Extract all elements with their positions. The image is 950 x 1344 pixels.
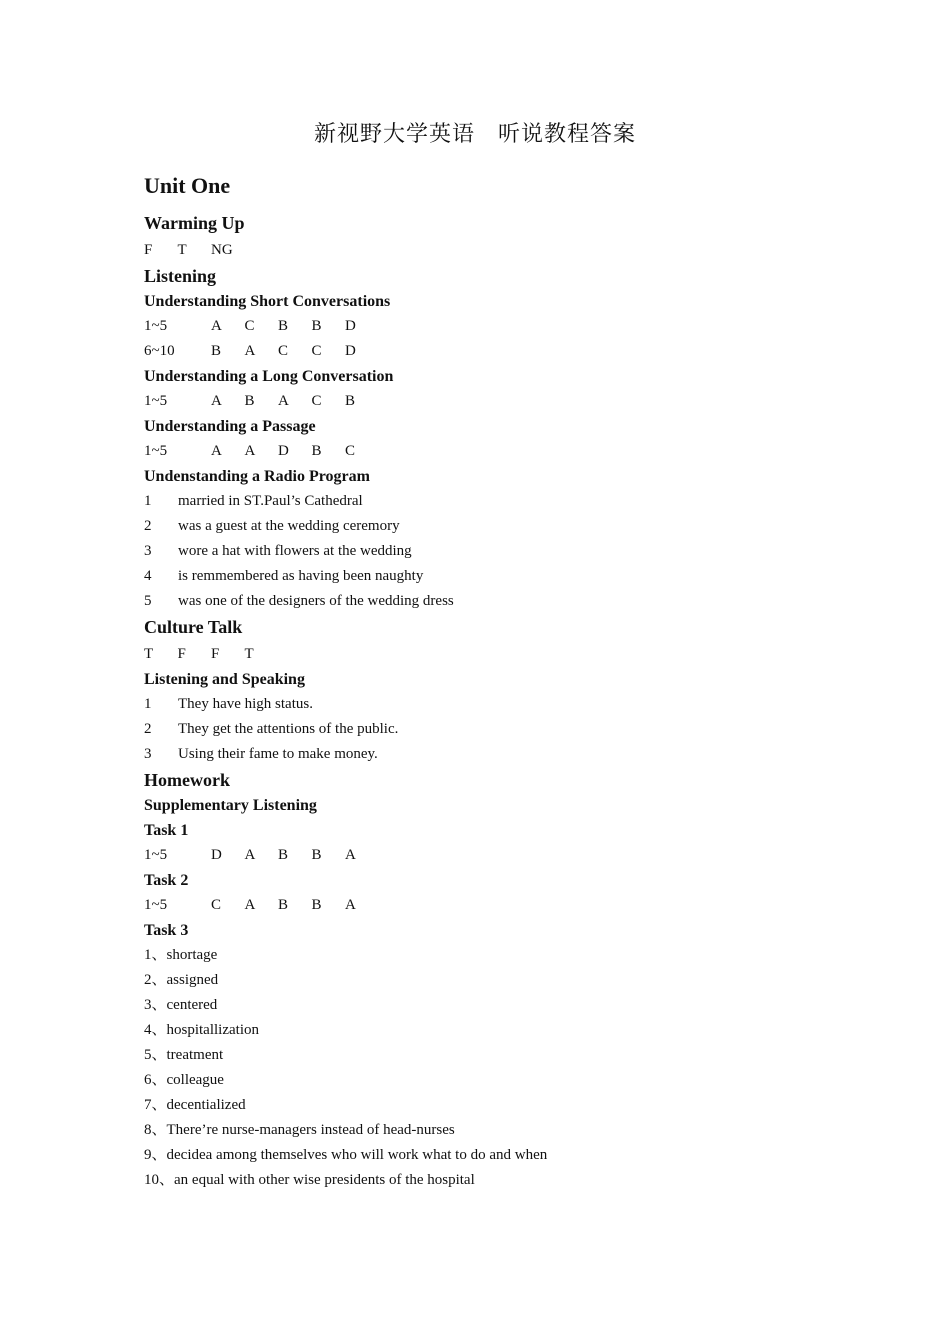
item-text: was a guest at the wedding ceremory bbox=[178, 518, 400, 534]
answer: B bbox=[244, 393, 255, 409]
answer: F bbox=[144, 242, 153, 258]
answer: B bbox=[311, 443, 322, 459]
answer: B bbox=[345, 393, 356, 409]
document-title: 新视野大学英语 听说教程答案 bbox=[313, 122, 636, 147]
list-item bbox=[144, 589, 844, 614]
item-number: 3 bbox=[144, 543, 152, 559]
answer: C bbox=[278, 343, 289, 359]
answer: A bbox=[345, 847, 356, 863]
item-text: wore a hat with flowers at the wedding bbox=[178, 543, 412, 559]
answer: T bbox=[244, 646, 254, 662]
item-number: 1 bbox=[144, 493, 152, 509]
unit-heading: Unit One bbox=[144, 173, 231, 198]
culture-talk-answers bbox=[144, 642, 844, 667]
item-text: was one of the designers of the wedding dress bbox=[178, 593, 454, 609]
answer: A bbox=[244, 343, 256, 359]
answer-range-label: 1~5 bbox=[144, 443, 168, 459]
answer: A bbox=[211, 318, 222, 334]
answer: B bbox=[311, 897, 322, 913]
item-text: They get the attentions of the public. bbox=[178, 721, 399, 737]
answer: B bbox=[278, 897, 289, 913]
item-number: 1 bbox=[144, 696, 152, 712]
warming-up-answers bbox=[144, 238, 844, 263]
answer: A bbox=[345, 897, 356, 913]
item-text: Using their fame to make money. bbox=[178, 746, 378, 762]
listening-speaking-heading: Listening and Speaking bbox=[144, 671, 305, 688]
answer-row bbox=[144, 339, 844, 364]
answer: NG bbox=[211, 242, 233, 258]
answer-range-label: 1~5 bbox=[144, 847, 168, 863]
answer: C bbox=[345, 443, 356, 459]
item-number: 2 bbox=[144, 518, 152, 534]
answer: B bbox=[278, 318, 289, 334]
list-item: 9、decidea among themselves who will work what to do and when bbox=[144, 1147, 548, 1163]
answer: A bbox=[244, 897, 256, 913]
short-conversations-heading: Understanding Short Conversations bbox=[144, 293, 391, 310]
answer: F bbox=[177, 646, 186, 662]
item-text: married in ST.Paul’s Cathedral bbox=[178, 493, 363, 509]
listening-heading: Listening bbox=[144, 266, 217, 286]
answer-range-label: 6~10 bbox=[144, 343, 175, 359]
list-item: 7、decentialized bbox=[144, 1097, 246, 1113]
answer: A bbox=[278, 393, 289, 409]
task-3-heading: Task 3 bbox=[144, 922, 189, 939]
list-item bbox=[144, 692, 844, 717]
answer-row bbox=[144, 314, 844, 339]
list-item: 10、an equal with other wise presidents of the hospital bbox=[144, 1172, 475, 1188]
list-item: 2、assigned bbox=[144, 972, 219, 988]
answer: B bbox=[278, 847, 289, 863]
answer: A bbox=[211, 393, 222, 409]
culture-talk-heading: Culture Talk bbox=[144, 617, 243, 637]
answer: D bbox=[278, 443, 289, 459]
list-item: 4、hospitallization bbox=[144, 1022, 259, 1038]
answer-range-label: 1~5 bbox=[144, 393, 168, 409]
task-2-heading: Task 2 bbox=[144, 872, 189, 889]
list-item: 1、shortage bbox=[144, 947, 218, 963]
list-item bbox=[144, 717, 844, 742]
answer: B bbox=[311, 318, 322, 334]
item-number: 4 bbox=[144, 568, 152, 584]
list-item: 8、There’re nurse-managers instead of head-nurses bbox=[144, 1122, 455, 1138]
list-item bbox=[144, 742, 844, 767]
answer: D bbox=[211, 847, 222, 863]
radio-program-heading: Undenstanding a Radio Program bbox=[144, 468, 370, 485]
answer-row bbox=[144, 843, 844, 868]
supplementary-listening-heading: Supplementary Listening bbox=[144, 797, 317, 814]
answer: T bbox=[177, 242, 187, 258]
answer: C bbox=[311, 343, 322, 359]
long-conversation-heading: Understanding a Long Conversation bbox=[144, 368, 394, 385]
list-item bbox=[144, 514, 844, 539]
answer-row bbox=[144, 893, 844, 918]
answer: A bbox=[244, 443, 256, 459]
answer: T bbox=[144, 646, 154, 662]
list-item: 6、colleague bbox=[144, 1072, 224, 1088]
list-item: 3、centered bbox=[144, 997, 218, 1013]
answer-content bbox=[144, 210, 844, 1193]
answer-row bbox=[144, 389, 844, 414]
list-item bbox=[144, 539, 844, 564]
passage-heading: Understanding a Passage bbox=[144, 418, 316, 435]
warming-up-heading: Warming Up bbox=[144, 213, 245, 233]
answer: D bbox=[345, 318, 356, 334]
answer: B bbox=[211, 343, 222, 359]
item-number: 5 bbox=[144, 593, 152, 609]
list-item: 5、treatment bbox=[144, 1047, 224, 1063]
task-1-heading: Task 1 bbox=[144, 822, 189, 839]
answer: A bbox=[211, 443, 222, 459]
list-item bbox=[144, 564, 844, 589]
answer-range-label: 1~5 bbox=[144, 897, 168, 913]
answer: D bbox=[345, 343, 356, 359]
homework-heading: Homework bbox=[144, 770, 230, 790]
answer: F bbox=[211, 646, 220, 662]
item-number: 2 bbox=[144, 721, 152, 737]
answer: A bbox=[244, 847, 256, 863]
answer: C bbox=[311, 393, 322, 409]
item-number: 3 bbox=[144, 746, 152, 762]
answer-range-label: 1~5 bbox=[144, 318, 168, 334]
answer: C bbox=[211, 897, 222, 913]
answer-row bbox=[144, 439, 844, 464]
item-text: is remmembered as having been naughty bbox=[178, 568, 424, 584]
answer: B bbox=[311, 847, 322, 863]
list-item bbox=[144, 489, 844, 514]
answer: C bbox=[244, 318, 255, 334]
item-text: They have high status. bbox=[178, 696, 313, 712]
